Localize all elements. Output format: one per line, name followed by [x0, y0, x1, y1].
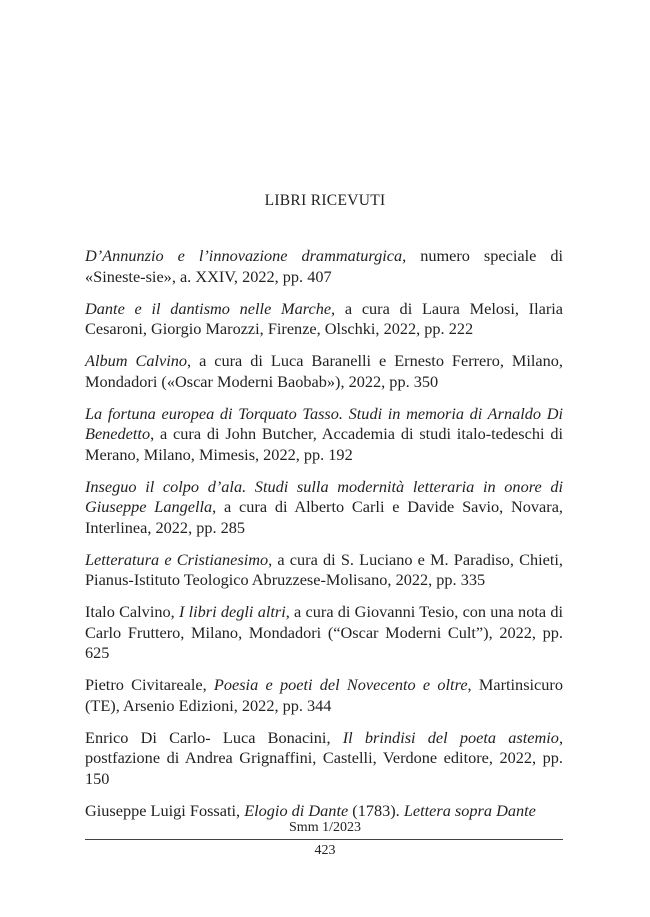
- entry-text: , Martinsicuro (TE), Arsenio Edizioni, 2022, pp. 344: [85, 675, 563, 715]
- entry-text: , a cura di Giovanni Tesio, con una nota di Carlo Fruttero, Milano, Mondadori (“Oscar Moderni Cult”), 2022, pp. 625: [85, 602, 563, 662]
- book-title-text: Letteratura e Cristianesimo: [85, 549, 269, 569]
- entry-text: (1783).: [348, 800, 404, 820]
- entry-text: , postfazione di Andrea Grignaffini, Castelli, Verdone editore, 2022, pp. 150: [85, 727, 564, 788]
- book-entry: [85, 801, 563, 822]
- page-title: LIBRI RICEVUTI: [264, 192, 386, 209]
- book-title-text: Elogio di Dante: [244, 800, 349, 820]
- book-title-text: Lettera sopra Dante: [403, 800, 536, 820]
- book-entry: [85, 728, 563, 790]
- book-entry: [85, 675, 563, 716]
- entry-text: , a cura di S. Luciano e M. Paradiso, Chieti, Pianus-Istituto Teologico Abruzzese-Molisano, 2022, pp. 335: [85, 549, 563, 589]
- page-number: 423: [314, 843, 336, 858]
- book-entry: [85, 404, 563, 466]
- book-title-text: Poesia e poeti del Novecento e oltre: [213, 675, 468, 694]
- book-entry: [85, 477, 563, 539]
- footer-divider: [85, 839, 563, 840]
- entry-text: , a cura di Alberto Carli e Davide Savio, Novara, Interlinea, 2022, pp. 285: [85, 497, 563, 537]
- book-entry: [85, 550, 563, 591]
- book-title-text: Album Calvino: [85, 351, 188, 370]
- journal-issue: Smm 1/2023: [289, 820, 361, 835]
- book-title-text: Dante e il dantismo nelle Marche,: [85, 298, 336, 318]
- entry-text: numero speciale di «Sineste-sie», a. XXIV, 2022, pp. 407: [85, 246, 563, 286]
- entry-text: Pietro Civitareale,: [85, 675, 214, 694]
- book-entry: [85, 351, 563, 392]
- entry-text: , a cura di John Butcher, Accademia di studi italo-tedeschi di Merano, Milano, Mimesis, 2022, pp. 192: [85, 424, 563, 464]
- entry-text: Giuseppe Luigi Fossati,: [85, 800, 245, 820]
- entry-text: , a cura di Luca Baranelli e Ernesto Ferrero, Milano, Mondadori («Oscar Moderni Baobab»), 2022, pp. 350: [85, 351, 563, 391]
- book-title-text: D’Annunzio e l’innovazione drammaturgica,: [85, 246, 407, 265]
- entry-text: Italo Calvino,: [85, 602, 179, 621]
- book-title-text: La fortuna europea di Torquato Tasso. Studi in memoria di Arnaldo Di Benedetto: [85, 403, 563, 443]
- entry-text: a cura di Laura Melosi, Ilaria Cesaroni, Giorgio Marozzi, Firenze, Olschki, 2022, pp. 222: [85, 298, 563, 338]
- entry-text: Enrico Di Carlo- Luca Bonacini,: [85, 727, 343, 747]
- book-title-text: I libri degli altri: [178, 602, 286, 621]
- book-title-text: Il brindisi del poeta astemio: [342, 727, 559, 747]
- book-list: [85, 246, 563, 833]
- book-entry: [85, 299, 563, 340]
- book-title-text: Inseguo il colpo d’ala. Studi sulla modernità letteraria in onore di Giuseppe Langella: [85, 476, 563, 516]
- book-entry: [85, 246, 563, 287]
- book-entry: [85, 602, 563, 664]
